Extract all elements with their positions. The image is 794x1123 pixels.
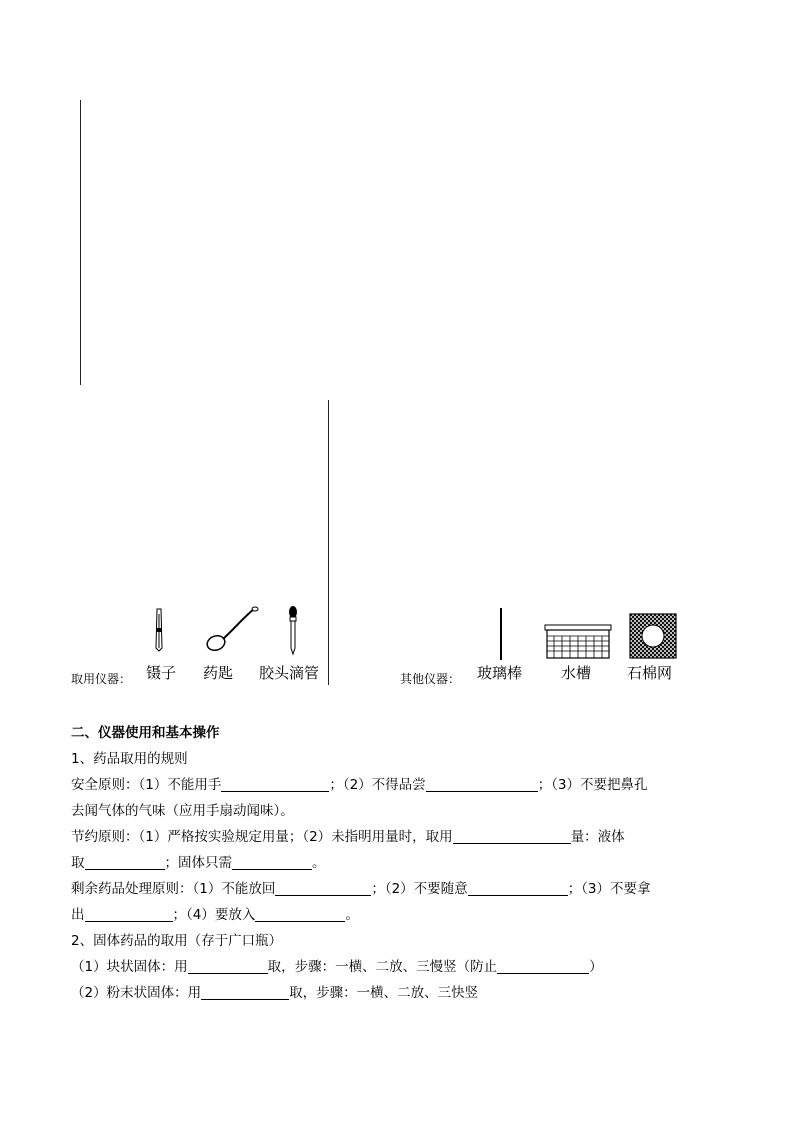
remaining-text-f: 。 bbox=[345, 907, 359, 923]
saving-principle-line bbox=[71, 824, 726, 850]
section-title: 二、仪器使用和基本操作 bbox=[71, 725, 220, 741]
powder-text-b: 取，步骤：一横、二放、三快竖 bbox=[289, 985, 479, 1001]
saving-text-d: ；固体只需 bbox=[164, 855, 232, 871]
other-instruments-label: 其他仪器： bbox=[400, 672, 461, 686]
divider-line-left bbox=[80, 100, 81, 385]
answer-blank[interactable] bbox=[221, 775, 329, 792]
answer-blank[interactable] bbox=[85, 905, 173, 922]
saving-text-e: 。 bbox=[312, 855, 326, 871]
dropper-icon bbox=[286, 604, 300, 656]
water-trough-icon bbox=[544, 624, 612, 660]
tool-name-spoon: 药匙 bbox=[203, 664, 234, 682]
spoon-icon bbox=[204, 605, 260, 655]
powder-text-a: （2）粉末状固体：用 bbox=[71, 985, 202, 1001]
tweezers-icon bbox=[152, 608, 166, 652]
saving-text-a: 节约原则：（1）严格按实验规定用量；（2）未指明用量时，取用 bbox=[71, 829, 453, 845]
instruments-row bbox=[0, 600, 794, 690]
remaining-text-e: ；（4）要放入 bbox=[172, 907, 256, 923]
asbestos-net-icon bbox=[629, 613, 677, 659]
tool-name-dropper: 胶头滴管 bbox=[259, 664, 320, 682]
answer-blank[interactable] bbox=[188, 957, 268, 974]
safety-text-c: ；（3）不要把鼻孔 bbox=[537, 777, 648, 793]
answer-blank[interactable] bbox=[255, 905, 345, 922]
block-text-a: （1）块状固体：用 bbox=[71, 959, 188, 975]
answer-blank[interactable] bbox=[275, 879, 371, 896]
answer-blank[interactable] bbox=[232, 853, 312, 870]
powder-solid-line bbox=[71, 980, 726, 1006]
subheading-drug-rules: 1、药品取用的规则 bbox=[71, 751, 188, 767]
saving-principle-line-2 bbox=[71, 850, 726, 876]
block-solid-line bbox=[71, 954, 726, 980]
safety-text-a: 安全原则：（1）不能用手 bbox=[71, 777, 222, 793]
block-text-b: 取，步骤：一横、二放、三慢竖（防止 bbox=[267, 959, 498, 975]
take-instruments-label: 取用仪器： bbox=[71, 672, 132, 686]
safety-text-b: ；（2）不得品尝 bbox=[329, 777, 426, 793]
answer-blank[interactable] bbox=[453, 827, 571, 844]
remaining-principle-line bbox=[71, 876, 726, 902]
remaining-text-a: 剩余药品处理原则：（1）不能放回 bbox=[71, 881, 276, 897]
answer-blank[interactable] bbox=[85, 853, 165, 870]
saving-text-b: 量：液体 bbox=[570, 829, 625, 845]
saving-text-c: 取 bbox=[71, 855, 85, 871]
answer-blank[interactable] bbox=[426, 775, 538, 792]
tool-name-glass-rod: 玻璃棒 bbox=[477, 664, 523, 682]
remaining-text-c: ；（3）不要拿 bbox=[567, 881, 651, 897]
remaining-text-b: ；（2）不要随意 bbox=[371, 881, 468, 897]
answer-blank[interactable] bbox=[468, 879, 568, 896]
answer-blank[interactable] bbox=[497, 957, 589, 974]
tool-name-asbestos-net: 石棉网 bbox=[627, 664, 673, 682]
glass-rod-icon bbox=[497, 608, 505, 660]
safety-principle-line-2: 去闻气体的气味（应用手扇动闻味）。 bbox=[71, 803, 294, 819]
tool-name-water-trough: 水槽 bbox=[561, 664, 592, 682]
block-text-c: ） bbox=[589, 959, 603, 975]
safety-principle-line bbox=[71, 772, 726, 798]
remaining-principle-line-2 bbox=[71, 902, 726, 928]
subheading-solid-drugs: 2、固体药品的取用（存于广口瓶） bbox=[71, 933, 283, 949]
tool-name-tweezers: 镊子 bbox=[146, 664, 177, 682]
answer-blank[interactable] bbox=[201, 983, 289, 1000]
remaining-text-d: 出 bbox=[71, 907, 85, 923]
section-body bbox=[71, 720, 726, 1006]
